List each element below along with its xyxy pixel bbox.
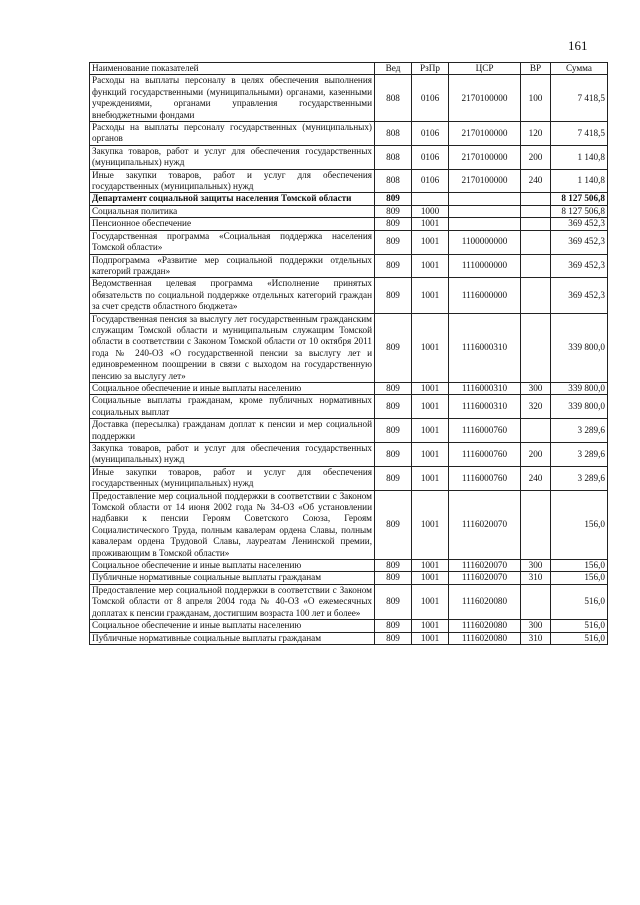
header-name: Наименование показателей [90,63,375,75]
cell-ved: 809 [375,278,412,313]
cell-csr: 1116000000 [449,278,521,313]
cell-rzpr: 1001 [412,278,449,313]
cell-ved: 809 [375,560,412,572]
cell-name: Закупка товаров, работ и услуг для обеспечения государственных (муниципальных) нужд [90,443,375,467]
cell-rzpr: 0106 [412,122,449,146]
table-row [90,419,608,443]
cell-sum: 1 140,8 [551,145,608,169]
header-sum: Сумма [551,63,608,75]
cell-name: Государственная программа «Социальная поддержка населения Томской области» [90,230,375,254]
header-rzpr: РзПр [412,63,449,75]
cell-ved: 809 [375,443,412,467]
cell-name: Пенсионное обеспечение [90,218,375,230]
cell-vr: 200 [521,443,551,467]
cell-sum: 339 800,0 [551,313,608,382]
cell-sum: 1 140,8 [551,169,608,193]
cell-csr: 2170100000 [449,145,521,169]
cell-name: Иные закупки товаров, работ и услуг для обеспечения государственных (муниципальных) нужд [90,466,375,490]
cell-ved: 809 [375,419,412,443]
cell-ved: 808 [375,75,412,122]
cell-rzpr: 1001 [412,572,449,584]
cell-rzpr: 0106 [412,169,449,193]
cell-rzpr: 1001 [412,230,449,254]
cell-sum: 3 289,6 [551,466,608,490]
cell-sum: 7 418,5 [551,75,608,122]
cell-csr: 1116000310 [449,313,521,382]
cell-sum: 156,0 [551,560,608,572]
cell-csr: 2170100000 [449,75,521,122]
cell-vr [521,490,551,559]
cell-vr: 310 [521,572,551,584]
cell-sum: 516,0 [551,620,608,632]
cell-vr [521,205,551,217]
cell-vr: 300 [521,620,551,632]
cell-rzpr: 1001 [412,490,449,559]
cell-name: Ведомственная целевая программа «Исполнение принятых обязательств по социальной поддержке отдельных категорий граждан за счет средств областного бюджета» [90,278,375,313]
cell-csr [449,193,521,205]
cell-vr: 310 [521,632,551,644]
cell-ved: 809 [375,572,412,584]
cell-name: Предоставление мер социальной поддержки в соответствии с Законом Томской области от 8 апреля 2004 года № 40-ОЗ «О ежемесячных доплатах к пенсии гражданам, достигшим возраста 100 лет и более» [90,584,375,619]
cell-name: Государственная пенсия за выслугу лет государственным гражданским служащим Томской области и муниципальным служащим Томской области в соответствии с Законом Томской области от 10 октября 2011 года № 240-ОЗ «О государственной пенсии за выслугу лет и единовременном поощрении в связи с выходом на государственную пенсию за выслугу лет» [90,313,375,382]
table-row [90,254,608,278]
cell-name: Расходы на выплаты персоналу в целях обеспечения выполнения функций государственными (муниципальными) органами, казенными учреждениями, органами управления государственными внебюджетными фондами [90,75,375,122]
cell-csr [449,218,521,230]
cell-vr: 300 [521,382,551,394]
cell-sum: 7 418,5 [551,122,608,146]
cell-ved: 808 [375,169,412,193]
table-row [90,313,608,382]
cell-sum: 516,0 [551,632,608,644]
cell-csr: 1116000760 [449,419,521,443]
cell-csr: 2170100000 [449,169,521,193]
cell-name: Иные закупки товаров, работ и услуг для обеспечения государственных (муниципальных) нужд [90,169,375,193]
cell-rzpr: 0106 [412,145,449,169]
cell-vr: 100 [521,75,551,122]
table-row [90,122,608,146]
cell-csr: 1116000310 [449,382,521,394]
table-row [90,632,608,644]
cell-sum: 8 127 506,8 [551,193,608,205]
cell-ved: 809 [375,382,412,394]
cell-rzpr: 1001 [412,382,449,394]
cell-name: Публичные нормативные социальные выплаты гражданам [90,632,375,644]
cell-rzpr: 1001 [412,254,449,278]
cell-vr [521,278,551,313]
cell-name: Социальное обеспечение и иные выплаты населению [90,620,375,632]
table-body [90,75,608,645]
header-ved: Вед [375,63,412,75]
cell-ved: 809 [375,193,412,205]
cell-csr: 1116020070 [449,560,521,572]
cell-ved: 809 [375,254,412,278]
cell-name: Социальная политика [90,205,375,217]
cell-vr [521,193,551,205]
cell-sum: 339 800,0 [551,395,608,419]
cell-ved: 809 [375,490,412,559]
table-row [90,382,608,394]
cell-ved: 809 [375,395,412,419]
cell-rzpr: 1001 [412,218,449,230]
cell-csr: 1116000760 [449,466,521,490]
cell-name: Социальное обеспечение и иные выплаты населению [90,382,375,394]
cell-name: Публичные нормативные социальные выплаты гражданам [90,572,375,584]
cell-csr: 1116000760 [449,443,521,467]
cell-ved: 809 [375,230,412,254]
cell-ved: 809 [375,620,412,632]
cell-csr: 1116000310 [449,395,521,419]
cell-rzpr: 1001 [412,620,449,632]
table-row [90,218,608,230]
cell-vr [521,419,551,443]
table-row [90,490,608,559]
cell-csr: 2170100000 [449,122,521,146]
cell-name: Доставка (пересылка) гражданам доплат к пенсии и мер социальной поддержки [90,419,375,443]
cell-ved: 809 [375,632,412,644]
cell-csr: 1116020080 [449,584,521,619]
cell-rzpr: 1001 [412,466,449,490]
cell-ved: 809 [375,466,412,490]
header-csr: ЦСР [449,63,521,75]
cell-rzpr: 1001 [412,584,449,619]
cell-sum: 516,0 [551,584,608,619]
cell-sum: 3 289,6 [551,419,608,443]
cell-sum: 369 452,3 [551,254,608,278]
cell-sum: 369 452,3 [551,230,608,254]
cell-name: Социальное обеспечение и иные выплаты населению [90,560,375,572]
cell-vr: 320 [521,395,551,419]
cell-rzpr: 1001 [412,560,449,572]
cell-name: Социальные выплаты гражданам, кроме публичных нормативных социальных выплат [90,395,375,419]
cell-name: Подпрограмма «Развитие мер социальной поддержки отдельных категорий граждан» [90,254,375,278]
cell-vr: 200 [521,145,551,169]
cell-csr: 1116020080 [449,620,521,632]
cell-name: Предоставление мер социальной поддержки в соответствии с Законом Томской области от 14 июня 2002 года № 34-ОЗ «Об установлении надбавки к пенсии Героям Советского Союза, Героям Социалистического Труда, полным кавалерам ордена Славы, полным кавалерам ордена Трудовой Славы, лауреатам Ленинской премии, проживающим в Томской области» [90,490,375,559]
cell-vr [521,584,551,619]
table-row [90,466,608,490]
cell-vr: 240 [521,169,551,193]
page-number: 161 [568,38,588,53]
cell-csr: 1116020080 [449,632,521,644]
cell-sum: 369 452,3 [551,278,608,313]
table-row [90,75,608,122]
table-row [90,169,608,193]
cell-rzpr: 1001 [412,419,449,443]
cell-sum: 339 800,0 [551,382,608,394]
cell-vr [521,218,551,230]
table-row [90,278,608,313]
cell-vr [521,254,551,278]
table-row [90,395,608,419]
table-row [90,620,608,632]
cell-rzpr [412,193,449,205]
cell-rzpr: 1001 [412,443,449,467]
cell-sum: 156,0 [551,490,608,559]
cell-ved: 808 [375,145,412,169]
cell-vr: 300 [521,560,551,572]
cell-name: Закупка товаров, работ и услуг для обеспечения государственных (муниципальных) нужд [90,145,375,169]
cell-csr [449,205,521,217]
cell-vr [521,230,551,254]
cell-rzpr: 1001 [412,313,449,382]
table-row [90,145,608,169]
cell-name: Расходы на выплаты персоналу государственных (муниципальных) органов [90,122,375,146]
cell-sum: 8 127 506,8 [551,205,608,217]
table-row [90,584,608,619]
cell-name: Департамент социальной защиты населения Томской области [90,193,375,205]
cell-sum: 156,0 [551,572,608,584]
cell-rzpr: 0106 [412,75,449,122]
cell-ved: 808 [375,122,412,146]
cell-rzpr: 1000 [412,205,449,217]
cell-ved: 809 [375,584,412,619]
budget-table [89,62,608,645]
table-row [90,560,608,572]
cell-vr: 240 [521,466,551,490]
table-row [90,205,608,217]
cell-ved: 809 [375,313,412,382]
cell-csr: 1116020070 [449,490,521,559]
table-row [90,230,608,254]
cell-sum: 3 289,6 [551,443,608,467]
cell-ved: 809 [375,218,412,230]
cell-sum: 369 452,3 [551,218,608,230]
cell-csr: 1110000000 [449,254,521,278]
header-vr: ВР [521,63,551,75]
table-row [90,443,608,467]
cell-rzpr: 1001 [412,632,449,644]
table-row [90,572,608,584]
table-header-row [90,63,608,75]
cell-vr [521,313,551,382]
cell-rzpr: 1001 [412,395,449,419]
cell-csr: 1116020070 [449,572,521,584]
cell-vr: 120 [521,122,551,146]
table-row [90,193,608,205]
cell-ved: 809 [375,205,412,217]
cell-csr: 1100000000 [449,230,521,254]
